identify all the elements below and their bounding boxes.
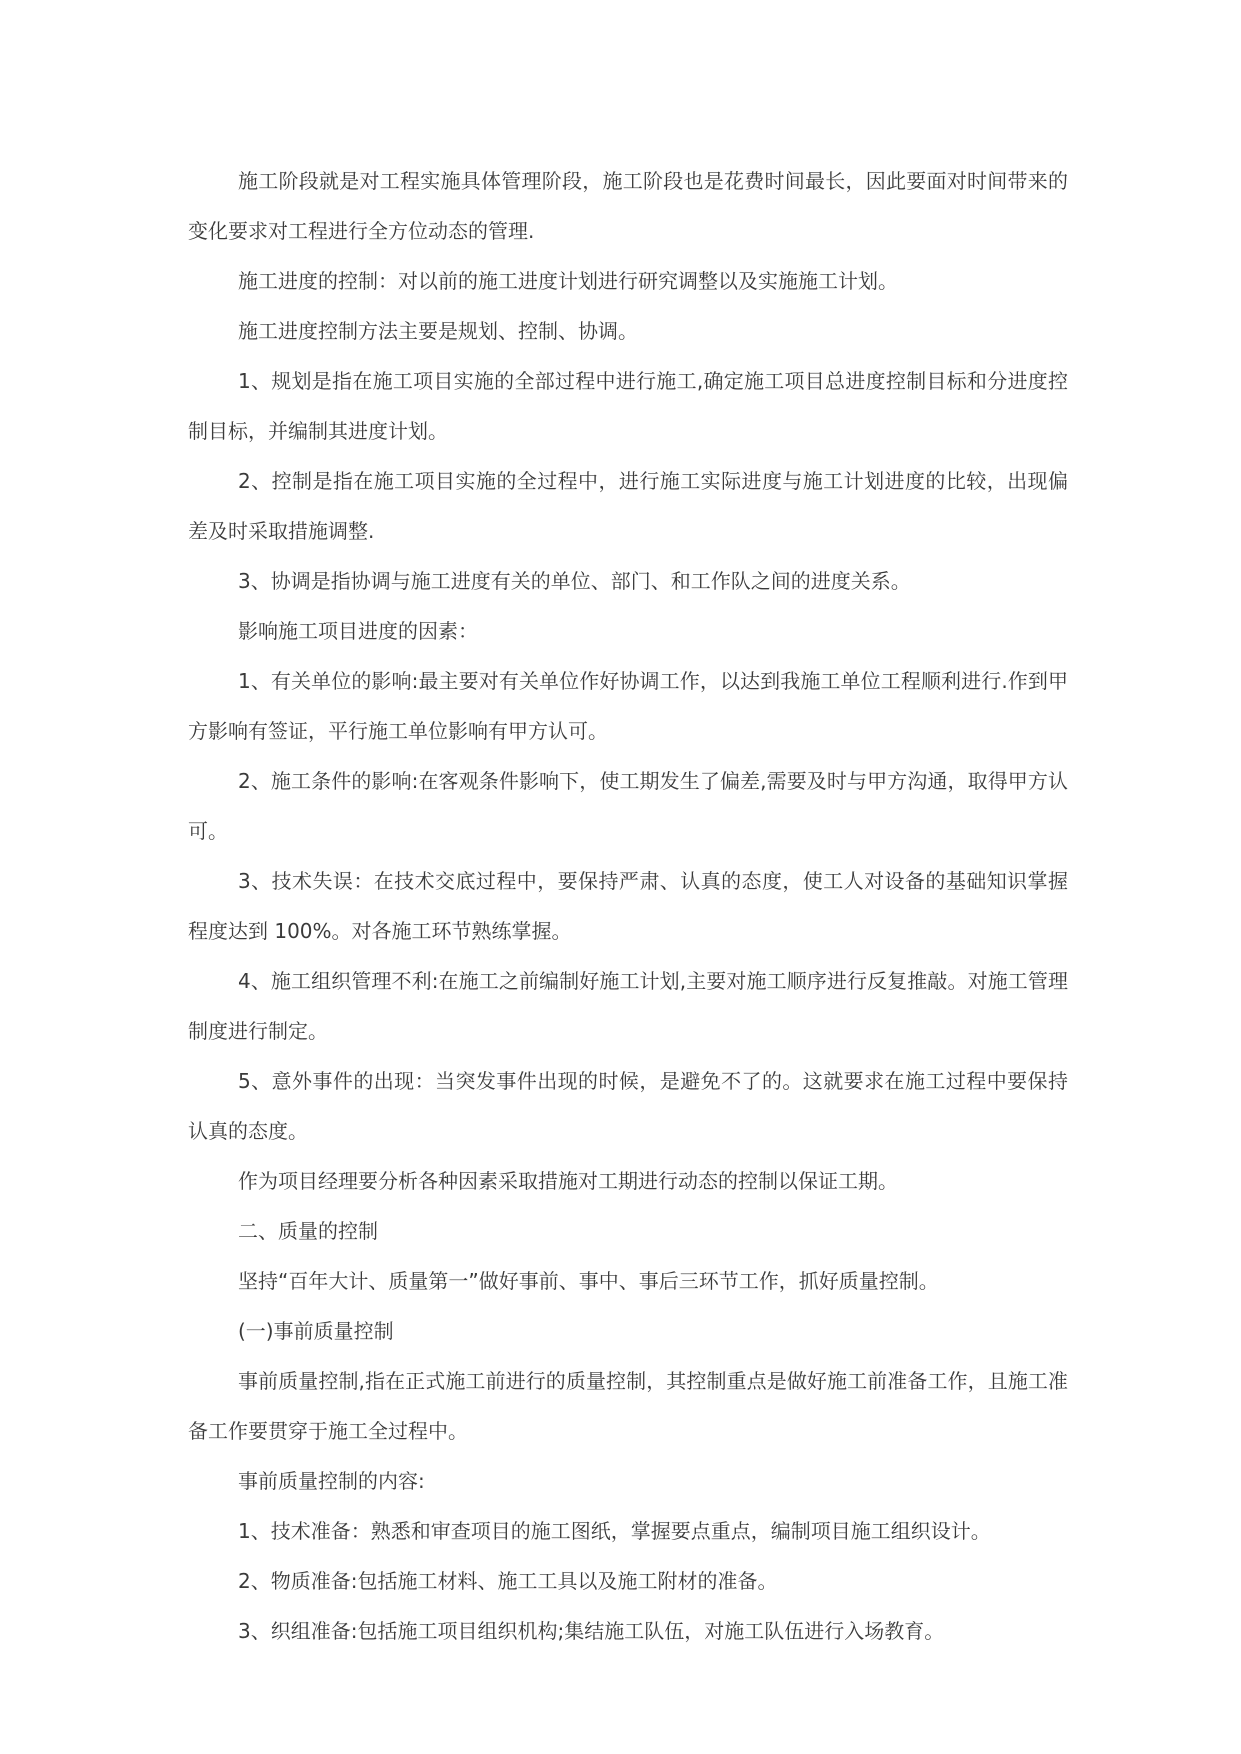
paragraph: 2、控制是指在施工项目实施的全过程中，进行施工实际进度与施工计划进度的比较，出现偏差及时采取措施调整. [188,469,1068,543]
paragraph: 3、协调是指协调与施工进度有关的单位、部门、和工作队之间的进度关系。 [238,569,911,593]
paragraph: 施工阶段就是对工程实施具体管理阶段，施工阶段也是花费时间最长，因此要面对时间带来的变化要求对工程进行全方位动态的管理. [188,169,1068,243]
paragraph: 坚持“百年大计、质量第一”做好事前、事中、事后三环节工作，抓好质量控制。 [238,1269,939,1293]
paragraph: 4、施工组织管理不利:在施工之前编制好施工计划,主要对施工顺序进行反复推敲。对施工管理制度进行制定。 [188,969,1068,1043]
paragraph: 1、有关单位的影响:最主要对有关单位作好协调工作，以达到我施工单位工程顺利进行.作到甲方影响有签证，平行施工单位影响有甲方认可。 [188,669,1068,743]
section-heading: 二、质量的控制 [238,1219,378,1243]
document-body [188,156,1068,1656]
paragraph: 事前质量控制的内容: [238,1469,425,1493]
paragraph: 施工进度控制方法主要是规划、控制、协调。 [238,319,638,343]
paragraph: 3、织组准备:包括施工项目组织机构;集结施工队伍，对施工队伍进行入场教育。 [238,1619,945,1643]
subsection-heading: (一)事前质量控制 [238,1319,394,1343]
paragraph: 施工进度的控制：对以前的施工进度计划进行研究调整以及实施施工计划。 [238,269,898,293]
paragraph: 影响施工项目进度的因素： [238,619,478,643]
paragraph: 3、技术失误：在技术交底过程中，要保持严肃、认真的态度，使工人对设备的基础知识掌握程度达到 100%。对各施工环节熟练掌握。 [188,869,1068,943]
paragraph: 事前质量控制,指在正式施工前进行的质量控制，其控制重点是做好施工前准备工作，且施工准备工作要贯穿于施工全过程中。 [188,1369,1068,1443]
paragraph: 作为项目经理要分析各种因素采取措施对工期进行动态的控制以保证工期。 [238,1169,898,1193]
paragraph: 5、意外事件的出现：当突发事件出现的时候，是避免不了的。这就要求在施工过程中要保持认真的态度。 [188,1069,1068,1143]
paragraph: 1、规划是指在施工项目实施的全部过程中进行施工,确定施工项目总进度控制目标和分进度控制目标，并编制其进度计划。 [188,369,1068,443]
paragraph: 1、技术准备：熟悉和审查项目的施工图纸，掌握要点重点，编制项目施工组织设计。 [238,1519,991,1543]
paragraph: 2、施工条件的影响:在客观条件影响下，使工期发生了偏差,需要及时与甲方沟通，取得甲方认可。 [188,769,1068,843]
paragraph: 2、物质准备:包括施工材料、施工工具以及施工附材的准备。 [238,1569,778,1593]
